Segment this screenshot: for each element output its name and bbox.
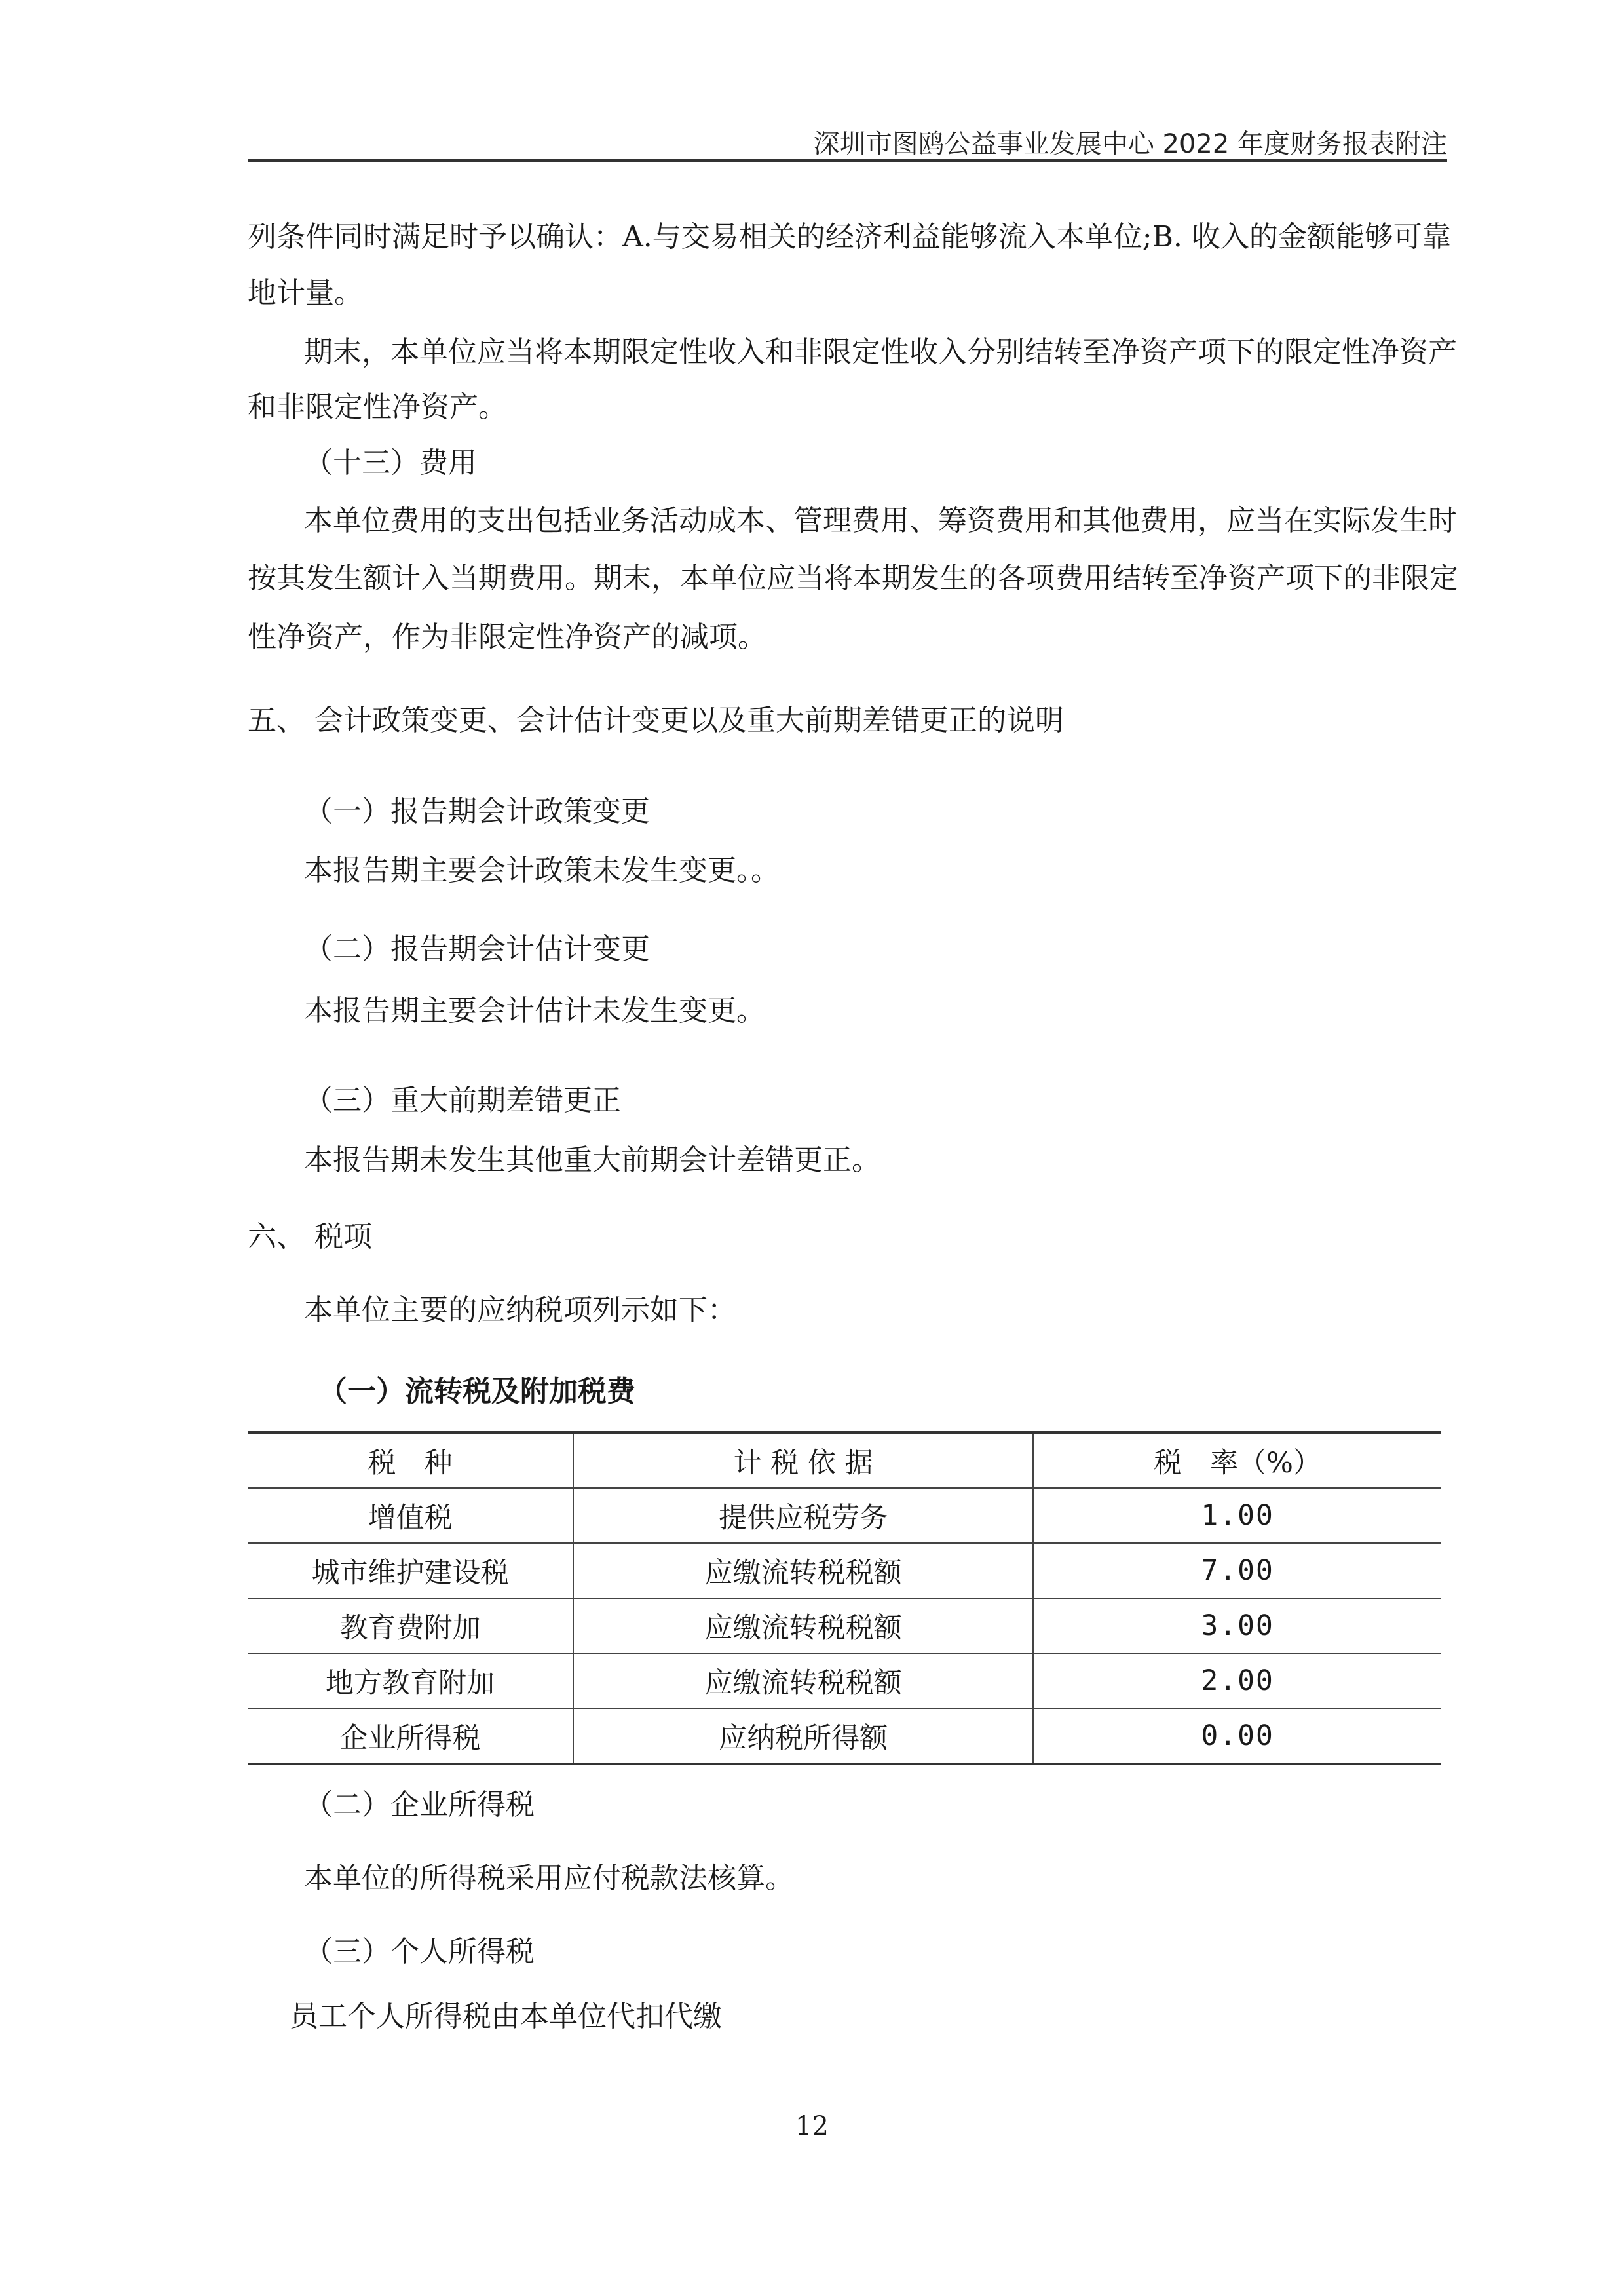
paragraph-line: 性净资产，作为非限定性净资产的减项。	[248, 621, 766, 654]
table-row	[248, 1598, 1441, 1653]
subsection-heading-5-1: （一）报告期会计政策变更	[304, 795, 650, 828]
table-row	[248, 1708, 1441, 1764]
paragraph-line: 期末，本单位应当将本期限定性收入和非限定性收入分别结转至净资产项下的限定性净资产	[304, 335, 1457, 369]
tax-type-cell: 教育费附加	[248, 1598, 573, 1653]
tax-table	[248, 1431, 1441, 1765]
subsection-heading-5-3: （三）重大前期差错更正	[304, 1084, 621, 1117]
tax-rate-cell: 0.00	[1033, 1708, 1441, 1764]
table-row	[248, 1488, 1441, 1543]
table-row	[248, 1543, 1441, 1598]
page-number: 12	[795, 2111, 829, 2141]
tax-basis-cell: 应纳税所得额	[573, 1708, 1033, 1764]
paragraph-line: 本单位费用的支出包括业务活动成本、管理费用、筹资费用和其他费用，应当在实际发生时	[304, 504, 1457, 537]
tax-rate-cell: 7.00	[1033, 1543, 1441, 1598]
column-header-tax-basis: 计 税 依 据	[573, 1432, 1033, 1488]
table-header-row	[248, 1432, 1441, 1488]
subsection-heading-6-1: （一）流转税及附加税费	[318, 1375, 635, 1408]
paragraph-line: 本报告期未发生其他重大前期会计差错更正。	[304, 1143, 880, 1177]
column-header-tax-rate: 税 率（%）	[1033, 1432, 1441, 1488]
tax-basis-cell: 提供应税劳务	[573, 1488, 1033, 1543]
tax-type-cell: 城市维护建设税	[248, 1543, 573, 1598]
paragraph-line: 和非限定性净资产。	[248, 391, 507, 424]
paragraph-line: 本报告期主要会计政策未发生变更。。	[304, 854, 780, 887]
paragraph-line: 列条件同时满足时予以确认：A.与交易相关的经济利益能够流入本单位;B. 收入的金额能够可靠	[248, 220, 1451, 254]
tax-basis-cell: 应缴流转税税额	[573, 1543, 1033, 1598]
section-heading-13: （十三）费用	[304, 446, 477, 480]
tax-rate-cell: 1.00	[1033, 1488, 1441, 1543]
tax-rate-cell: 3.00	[1033, 1598, 1441, 1653]
paragraph-line: 员工个人所得税由本单位代扣代缴	[290, 2000, 722, 2033]
paragraph-line: 地计量。	[248, 277, 363, 310]
tax-type-cell: 企业所得税	[248, 1708, 573, 1764]
header-title: 深圳市图鸥公益事业发展中心 2022 年度财务报表附注	[813, 129, 1447, 159]
header-divider	[248, 159, 1447, 162]
column-header-tax-type: 税 种	[248, 1432, 573, 1488]
section-heading-6: 六、 税项	[248, 1220, 372, 1253]
subsection-heading-6-2: （二）企业所得税	[304, 1788, 535, 1822]
paragraph-line: 本单位的所得税采用应付税款法核算。	[304, 1862, 794, 1895]
tax-basis-cell: 应缴流转税税额	[573, 1598, 1033, 1653]
tax-type-cell: 增值税	[248, 1488, 573, 1543]
tax-basis-cell: 应缴流转税税额	[573, 1653, 1033, 1708]
paragraph-line: 本单位主要的应纳税项列示如下：	[304, 1293, 736, 1327]
tax-rate-cell: 2.00	[1033, 1653, 1441, 1708]
subsection-heading-5-2: （二）报告期会计估计变更	[304, 932, 650, 966]
subsection-heading-6-3: （三）个人所得税	[304, 1935, 535, 1968]
table-row	[248, 1653, 1441, 1708]
paragraph-line: 本报告期主要会计估计未发生变更。	[304, 994, 765, 1027]
paragraph-line: 按其发生额计入当期费用。期末，本单位应当将本期发生的各项费用结转至净资产项下的非限定	[248, 562, 1458, 595]
section-heading-5: 五、 会计政策变更、会计估计变更以及重大前期差错更正的说明	[248, 704, 1064, 737]
tax-type-cell: 地方教育附加	[248, 1653, 573, 1708]
